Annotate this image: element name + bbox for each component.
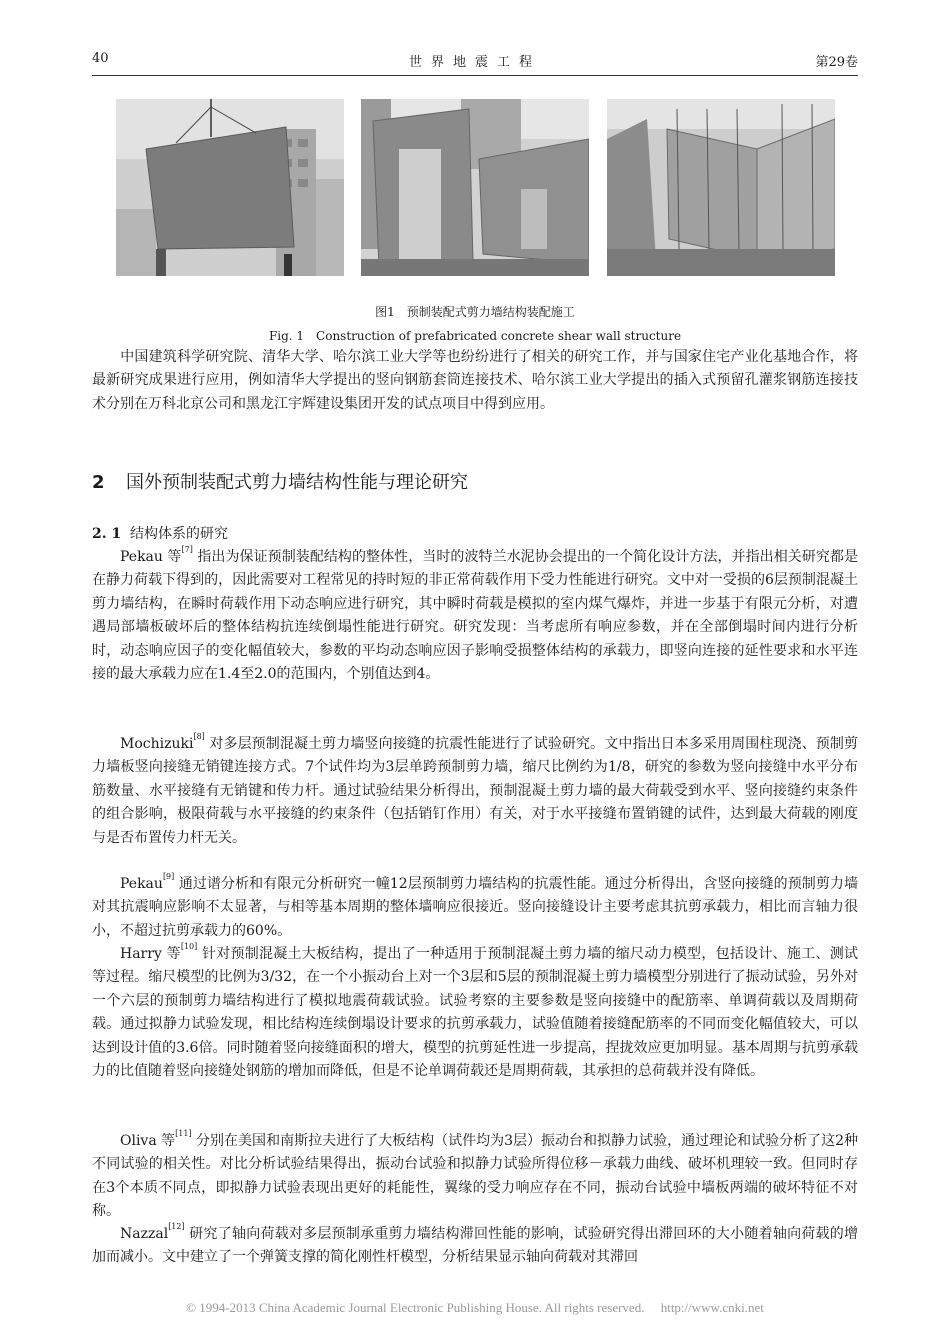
paragraph-nazzal-12 [92, 1223, 858, 1270]
author: Pekau 等 [120, 549, 182, 565]
author: Nazzal [120, 1226, 169, 1242]
subsection-number: 2. 1 [92, 526, 122, 542]
author: Mochizuki [120, 736, 194, 752]
paragraph-text: 通过谱分析和有限元分析研究一幢12层预制剪力墙结构的抗震性能。通过分析得出，含竖向接缝的预制剪力墙对其抗震响应影响不太显著，与相等基本周期的整体墙响应很接近。竖向接缝设计主要考虑其抗剪承载力，相比而言轴力很小，不超过抗剪承载力的60%。 [92, 876, 859, 939]
paragraph-harry-10 [92, 943, 858, 1083]
volume-label: 第29卷 [815, 55, 858, 70]
photo-assembled-wall-panels [361, 99, 589, 276]
citation-ref: [8] [193, 732, 205, 741]
section-number: 2 [92, 472, 105, 493]
citation-ref: [9] [162, 872, 175, 881]
paragraph-pekau-9 [92, 873, 858, 943]
author: Oliva 等 [120, 1133, 176, 1149]
header-rule [92, 75, 858, 76]
figure-caption-cn: 图1 预制装配式剪力墙结构装配施工 [375, 305, 575, 319]
author: Pekau [120, 876, 163, 892]
subsection-title: 结构体系的研究 [130, 526, 228, 542]
photo-crane-lifting-wall-panel [116, 99, 344, 276]
intro-paragraph [92, 346, 858, 416]
citation-ref: [11] [175, 1129, 192, 1138]
copyright-footer: © 1994-2013 China Academic Journal Electronic Publishing House. All rights reserved. http://www.cnki.net [186, 1300, 764, 1315]
running-header [92, 51, 858, 73]
subsection-heading [92, 523, 228, 543]
section-title: 国外预制装配式剪力墙结构性能与理论研究 [126, 472, 468, 493]
paragraph-text: 分别在美国和南斯拉夫进行了大板结构（试件均为3层）振动台和拟静力试验，通过理论和试验分析了这2种不同试验的相关性。对比分析试验结果得出，振动台试验和拟静力试验所得位移－承载力曲线、破坏机理较一致。但同时存在3个本质不同点，即拟静力试验表现出更好的耗能性，翼缘的受力响应存在不同，振动台试验中墙板两端的破坏特征不对称。 [92, 1133, 859, 1220]
paragraph-text: 对多层预制混凝土剪力墙竖向接缝的抗震性能进行了试验研究。文中指出日本多采用周围柱现浇、预制剪力墙板竖向接缝无销键连接方式。7个试件均为3层单跨预制剪力墙，缩尺比例约为1/8，研究的参数为竖向接缝中水平分布筋数量、水平接缝有无销键和传力杆。通过试验结果分析得出，预制混凝土剪力墙的最大荷载受到水平、竖向接缝约束条件的组合影响，极限荷载与水平接缝的约束条件（包括销钉作用）有关，对于水平接缝布置销键的试件，达到最大荷载的刚度与是否布置传力杆无关。 [92, 736, 859, 846]
section-heading [92, 468, 468, 494]
citation-ref: [7] [181, 545, 193, 554]
photo-construction-site-walls [607, 99, 835, 276]
paragraph-mochizuki-8 [92, 733, 858, 850]
page-number: 40 [92, 51, 109, 66]
citation-ref: [10] [180, 942, 198, 951]
citation-ref: [12] [168, 1222, 185, 1231]
intro-paragraph-text: 中国建筑科学研究院、清华大学、哈尔滨工业大学等也纷纷进行了相关的研究工作，并与国家住宅产业化基地合作，将最新研究成果进行应用，例如清华大学提出的竖向钢筋套筒连接技术、哈尔滨工业大学提出的插入式预留孔灌浆钢筋连接技术分别在万科北京公司和黑龙江宇辉建设集团开发的试点项目中得到应用。 [92, 349, 858, 412]
paragraph-oliva-11 [92, 1130, 858, 1224]
paragraph-pekau-7 [92, 546, 858, 686]
journal-title: 世界地震工程 [408, 55, 541, 70]
paragraph-text: 研究了轴向荷载对多层预制承重剪力墙结构滞回性能的影响，试验研究得出滞回环的大小随着轴向荷载的增加而减小。文中建立了一个弹簧支撑的简化刚性杆模型，分析结果显示轴向荷载对其滞回 [92, 1226, 858, 1266]
paragraph-text: 指出为保证预制装配结构的整体性，当时的波特兰水泥协会提出的一个简化设计方法，并指出相关研究都是在静力荷载下得到的，因此需要对工程常见的持时短的非正常荷载作用下受力性能进行研究。文中对一受损的6层预制混凝土剪力墙结构，在瞬时荷载作用下动态响应进行研究，其中瞬时荷载是模拟的室内煤气爆炸，并进一步基于有限元分析，对遭遇局部墙板破坏后的整体结构抗连续倒塌性能进行研究。研究发现：当考虑所有响应参数，并在全部倒塌时间内进行分析时，动态响应因子的变化幅值较大，参数的平均动态响应因子影响受损整体结构的承载力，即竖向连接的延性要求和水平连接的最大承载力应在1.4至2.0的范围内，个别值达到4。 [92, 549, 859, 683]
author: Harry 等 [120, 946, 181, 962]
paragraph-text: 针对预制混凝土大板结构，提出了一种适用于预制混凝土剪力墙的缩尺动力模型，包括设计、施工、测试等过程。缩尺模型的比例为3/32，在一个小振动台上对一个3层和5层的预制混凝土剪力墙模型分别进行了振动试验，另外对一个六层的预制剪力墙结构进行了模拟地震荷载试验。试验考察的主要参数是竖向接缝中的配筋率、单调荷载以及周期荷载。通过拟静力试验发现，相比结构连续倒塌设计要求的抗剪承载力，试验值随着接缝配筋率的不同而变化幅值较大，可以达到设计值的3.6倍。同时随着竖向接缝面积的增大，模型的抗剪延性进一步提高，捏拢效应更加明显。基本周期与抗剪承载力的比值随着竖向接缝处钢筋的增加而降低，但是不论单调荷载还是周期荷载，其承担的总荷载并没有降低。 [92, 946, 858, 1080]
figure-caption-en: Fig. 1 Construction of prefabricated concrete shear wall structure [268, 329, 682, 343]
